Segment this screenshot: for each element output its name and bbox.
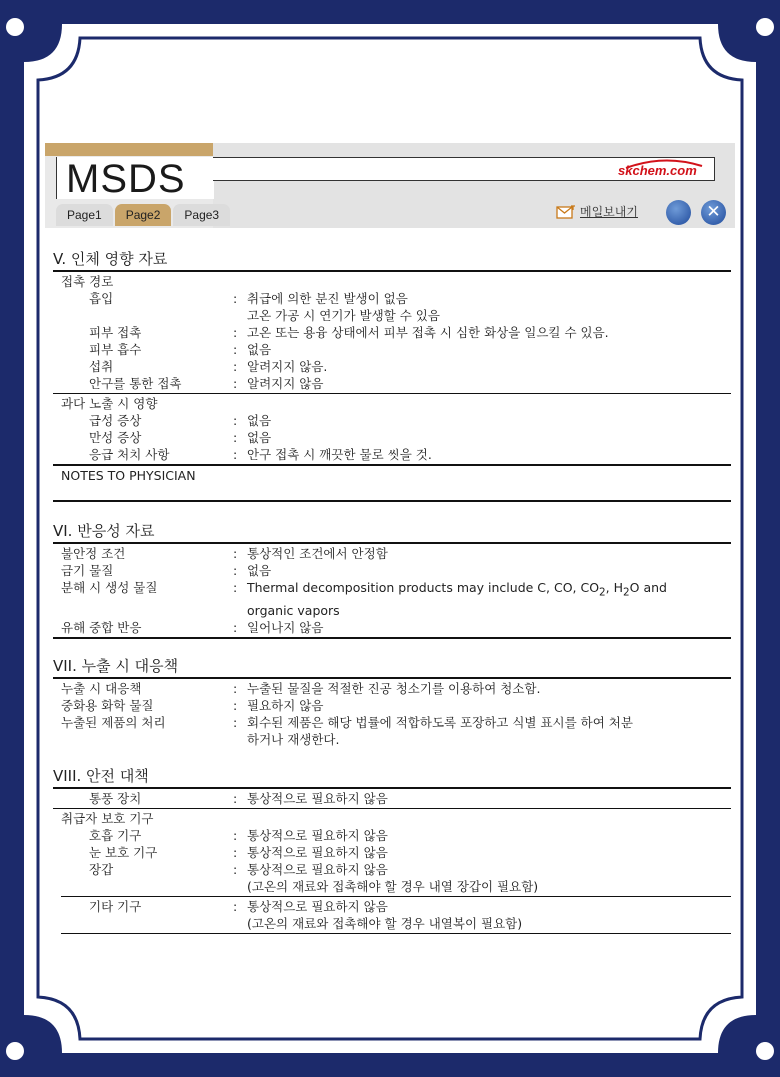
other-equipment-label: 기타 기구: [89, 898, 142, 914]
inhalation-value-2: 고온 가공 시 연기가 발생할 수 있음: [247, 308, 440, 323]
page-tabs: [56, 204, 230, 226]
first-aid-label: 응급 처치 사항: [89, 447, 170, 462]
section-6-title: VI. 반응성 자료: [53, 522, 155, 540]
header-background: [213, 143, 735, 228]
other-equipment-value-2: (고온의 재료와 접촉해야 할 경우 내열복이 필요함): [247, 915, 523, 931]
hazardous-polymerization-label: 유해 중합 반응: [61, 619, 142, 635]
skin-contact-value: 고온 또는 용융 상태에서 피부 접촉 시 심한 화상을 일으킬 수 있음.: [247, 325, 609, 340]
send-mail-link[interactable]: [556, 203, 638, 220]
spill-response-label: 누출 시 대응책: [61, 680, 142, 696]
header-accent-bar: [45, 143, 213, 156]
tab-page2[interactable]: Page2: [115, 204, 172, 226]
mail-label: 메일보내기: [580, 205, 638, 219]
instability-value: 통상적인 조건에서 안정함: [247, 546, 388, 561]
eye-contact-label: 안구를 통한 접촉: [89, 376, 182, 391]
disposal-value: 회수된 제품은 해당 법률에 적합하도록 포장하고 식별 표시를 하여 처분: [247, 714, 633, 730]
chronic-label: 만성 증상: [89, 430, 142, 445]
gloves-value-2: (고온의 재료와 접촉해야 할 경우 내열 장갑이 필요함): [247, 878, 539, 894]
overexposure-heading: 과다 노출 시 영향: [61, 396, 158, 411]
section-8-title: VIII. 안전 대책: [53, 766, 149, 785]
msds-content: V. 인체 영향 자료 접촉 경로 흡입 : 취급에 의한 분진 발생이 없음 고온 가공 시 연기가 발생할 수 있음 피부 접촉 : 고온 또는 용융 상태에서 피부 접촉 시 심한 화상을 일으킬 수 있음. 피부 흡수 : 없음 섭취 : 알려지지 않음. 안구를 통한 접촉 : 알려지지 않음 과다 노출 시 영향 급성 증상 : 없음 만성 증상 : 없음 응급 처치 사항 : 안구 접촉 시 깨끗한 물로 씻을 것. NOTES TO PHYSICIAN VI. 반응성 자료 불안정 조건 : 통상적인 조건에서 안정함 금기 물질 : 없음 분해 시 생성 물질 : Thermal decomposition products may include C, CO, $CO_2$, $H_2O$ and organic vapors 유해 중합 반응 : 일어나지 않음 VII. 누출 시 대응책 누출 시 대응책 : 누출된 물질을 적절한 진공 청소기를 이용하여 청소함. 중화용 화학 물질 : 필요하지 않음 누출된 제품의 처리 : 회수된 제품은 해당 법률에 적합하도록 포장하고 식별 표시를 하여 처분 하거나 재생한다. VIII. 안전 대책 통풍 장치 : 통상적으로 필요하지 않음 취급자 보호 기구 호흡 기구 : 통상적으로 필요하지 않음 눈 보호 기구 : 통상적으로 필요하지 않음 장갑 : 통상적으로 필요하지 않음 (고온의 재료와 접촉해야 할 경우 내열 장갑이 필요함) 기타 기구 : 통상적으로 필요하지 않음 (고온의 재료와 접촉해야 할 경우 내열복이 필요함): [53, 238, 731, 934]
instability-label: 불안정 조건: [61, 546, 126, 561]
eye-contact-value: 알려지지 않음: [247, 376, 324, 391]
section-7-title: VII. 누출 시 대응책: [53, 656, 179, 675]
neutralizing-label: 중화용 화학 물질: [61, 697, 154, 713]
ventilation-value: 통상적으로 필요하지 않음: [247, 790, 388, 806]
ingestion-value: 알려지지 않음.: [247, 359, 328, 374]
inhalation-value: 취급에 의한 분진 발생이 없음: [247, 291, 408, 306]
ppe-heading: 취급자 보호 기구: [61, 810, 154, 826]
skin-contact-label: 피부 접촉: [89, 325, 142, 340]
ingestion-label: 섭취: [89, 359, 114, 374]
disposal-label: 누출된 제품의 처리: [61, 714, 166, 730]
hazardous-polymerization-value: 일어나지 않음: [247, 619, 324, 635]
respiratory-label: 호흡 기구: [89, 827, 142, 843]
decomposition-value: Thermal decomposition products may include C, CO, $CO_2$, $H_2O$ and: [247, 580, 667, 599]
chronic-value: 없음: [247, 430, 272, 445]
page-title: MSDS: [66, 157, 186, 201]
other-equipment-value: 통상적으로 필요하지 않음: [247, 898, 388, 914]
decomposition-label: 분해 시 생성 물질: [61, 580, 158, 595]
ventilation-label: 통풍 장치: [89, 790, 142, 806]
tab-page3[interactable]: Page3: [173, 204, 230, 226]
disposal-value-2: 하거나 재생한다.: [247, 731, 340, 747]
envelope-icon: [556, 205, 576, 219]
printer-icon[interactable]: [666, 200, 691, 225]
neutralizing-value: 필요하지 않음: [247, 697, 324, 713]
first-aid-value: 안구 접촉 시 깨끗한 물로 씻을 것.: [247, 447, 432, 462]
acute-value: 없음: [247, 413, 272, 428]
eye-protection-value: 통상적으로 필요하지 않음: [247, 844, 388, 860]
gloves-value: 통상적으로 필요하지 않음: [247, 861, 388, 877]
skin-absorption-value: 없음: [247, 342, 272, 357]
incompatible-label: 금기 물질: [61, 563, 114, 578]
acute-label: 급성 증상: [89, 413, 142, 428]
decomposition-value-2: organic vapors: [247, 602, 340, 618]
inhalation-label: 흡입: [89, 291, 114, 306]
spill-response-value: 누출된 물질을 적절한 진공 청소기를 이용하여 청소함.: [247, 680, 541, 696]
incompatible-value: 없음: [247, 563, 272, 578]
eye-protection-label: 눈 보호 기구: [89, 844, 158, 860]
tab-page1[interactable]: Page1: [56, 204, 113, 226]
section-5-title: V. 인체 영향 자료: [53, 250, 168, 268]
gloves-label: 장갑: [89, 861, 114, 877]
notes-to-physician: NOTES TO PHYSICIAN: [61, 468, 196, 483]
brand-logo: skchem.com: [618, 163, 697, 178]
contact-route-heading: 접촉 경로: [61, 274, 114, 289]
skin-absorption-label: 피부 흡수: [89, 342, 142, 357]
close-icon[interactable]: ✕: [701, 200, 726, 225]
respiratory-value: 통상적으로 필요하지 않음: [247, 827, 388, 843]
